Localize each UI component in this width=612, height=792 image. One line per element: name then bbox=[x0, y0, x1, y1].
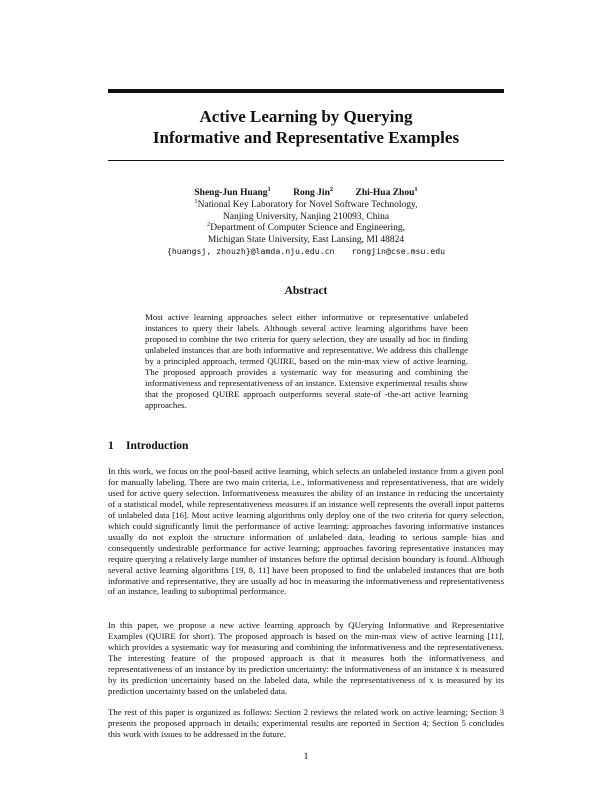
body-paragraph: The rest of this paper is organized as follows: Section 2 reviews the related work on active learning; Section 3 presents the proposed approach in details; experimental results are reported in Section 4; Section 5 concludes this work with issues to be addressed in the future. bbox=[108, 707, 504, 739]
email-2: rongjin@cse.msu.edu bbox=[351, 246, 446, 256]
author-emails bbox=[108, 246, 504, 257]
body-paragraph: In this work, we focus on the pool-based active learning, which selects an unlabeled instance from a given pool for manually labeling. There are two main criteria, i.e., informativeness and representativeness, that are widely used for active query selection. Informativeness measures the ability of an instance in reducing the uncertainty of a statistical model, while representativeness measures if an instance well represents the overall input patterns of unlabeled data [16]. Most active learning algorithms only deploy one of the two criteria for query selection, which could significantly limit the performance of active learning: approaches favoring informative instances usually do not exploit the structure information of unlabeled data, leading to serious sample bias and consequently undesirable performance for active learning; approaches favoring representative instances may require querying a relatively large number of instances before the optimal decision boundary is found. Although several active learning algorithms [19, 8, 11] have been proposed to find the unlabeled instances that are both informative and representative, they are usually ad hoc in measuring the informativeness and representativeness of an instance, leading to suboptimal performance. bbox=[108, 466, 504, 597]
title-rule bbox=[108, 160, 504, 161]
author-list bbox=[108, 187, 504, 199]
section-heading bbox=[108, 439, 504, 453]
author: Zhi-Hua Zhou$^1$ bbox=[355, 185, 418, 198]
author: Rong Jin$^2$ bbox=[293, 185, 334, 198]
affiliation-2-line-2: Michigan State University, East Lansing, MI 48824 bbox=[207, 234, 405, 245]
abstract-body: Most active learning approaches select either informative or representative unlabeled instances to query their labels. Although several active learning algorithms have been proposed to combine the two criteria for query selection, they are usually ad hoc in finding unlabeled instances that are both informative and representative. We address this challenge by a principled approach, termed QUIRE, based on the min-max view of active learning. The proposed approach provides a systematic way for measuring and combining the informativeness and representativeness of an instance. Extensive experimental results show that the proposed QUIRE approach outperforms several state-of -the-art active learning approaches. bbox=[145, 312, 468, 410]
section-title: Introduction bbox=[126, 440, 189, 452]
affiliation-1-line-1: $^1$National Key Laboratory for Novel Software Technology, bbox=[194, 197, 418, 210]
page-number: 1 bbox=[303, 752, 309, 762]
paper-title bbox=[108, 106, 504, 148]
affiliation-1-line-2: Nanjing University, Nanjing 210093, China bbox=[222, 211, 390, 222]
section-number: 1 bbox=[108, 440, 114, 452]
title-line-2: Informative and Representative Examples bbox=[152, 128, 460, 147]
email-1: {huangsj, zhouzh}@lamda.nju.edu.cn bbox=[166, 246, 335, 256]
affiliations bbox=[108, 197, 504, 246]
abstract-heading: Abstract bbox=[284, 285, 328, 297]
title-line-1: Active Learning by Querying bbox=[199, 107, 413, 126]
author: Sheng-Jun Huang$^1$ bbox=[194, 185, 271, 198]
top-rule bbox=[108, 89, 504, 93]
affiliation-2-line-1: $^2$Department of Computer Science and Engineering, bbox=[207, 220, 405, 233]
body-paragraph: In this paper, we propose a new active learning approach by QUerying Informative and Representative Examples (QUIRE for short). The proposed approach is based on the min-max view of active learning [11], which provides a systematic way for measuring and combining the informativeness and the representativeness. The interesting feature of the proposed approach is that it measures both the informativeness and representativeness of an instance by its prediction uncertainty: the informativeness of an instance x is measured by its prediction uncertainty based on the labeled data, while the representativeness of x is measured by its prediction uncertainty based on the unlabeled data. bbox=[108, 620, 504, 696]
